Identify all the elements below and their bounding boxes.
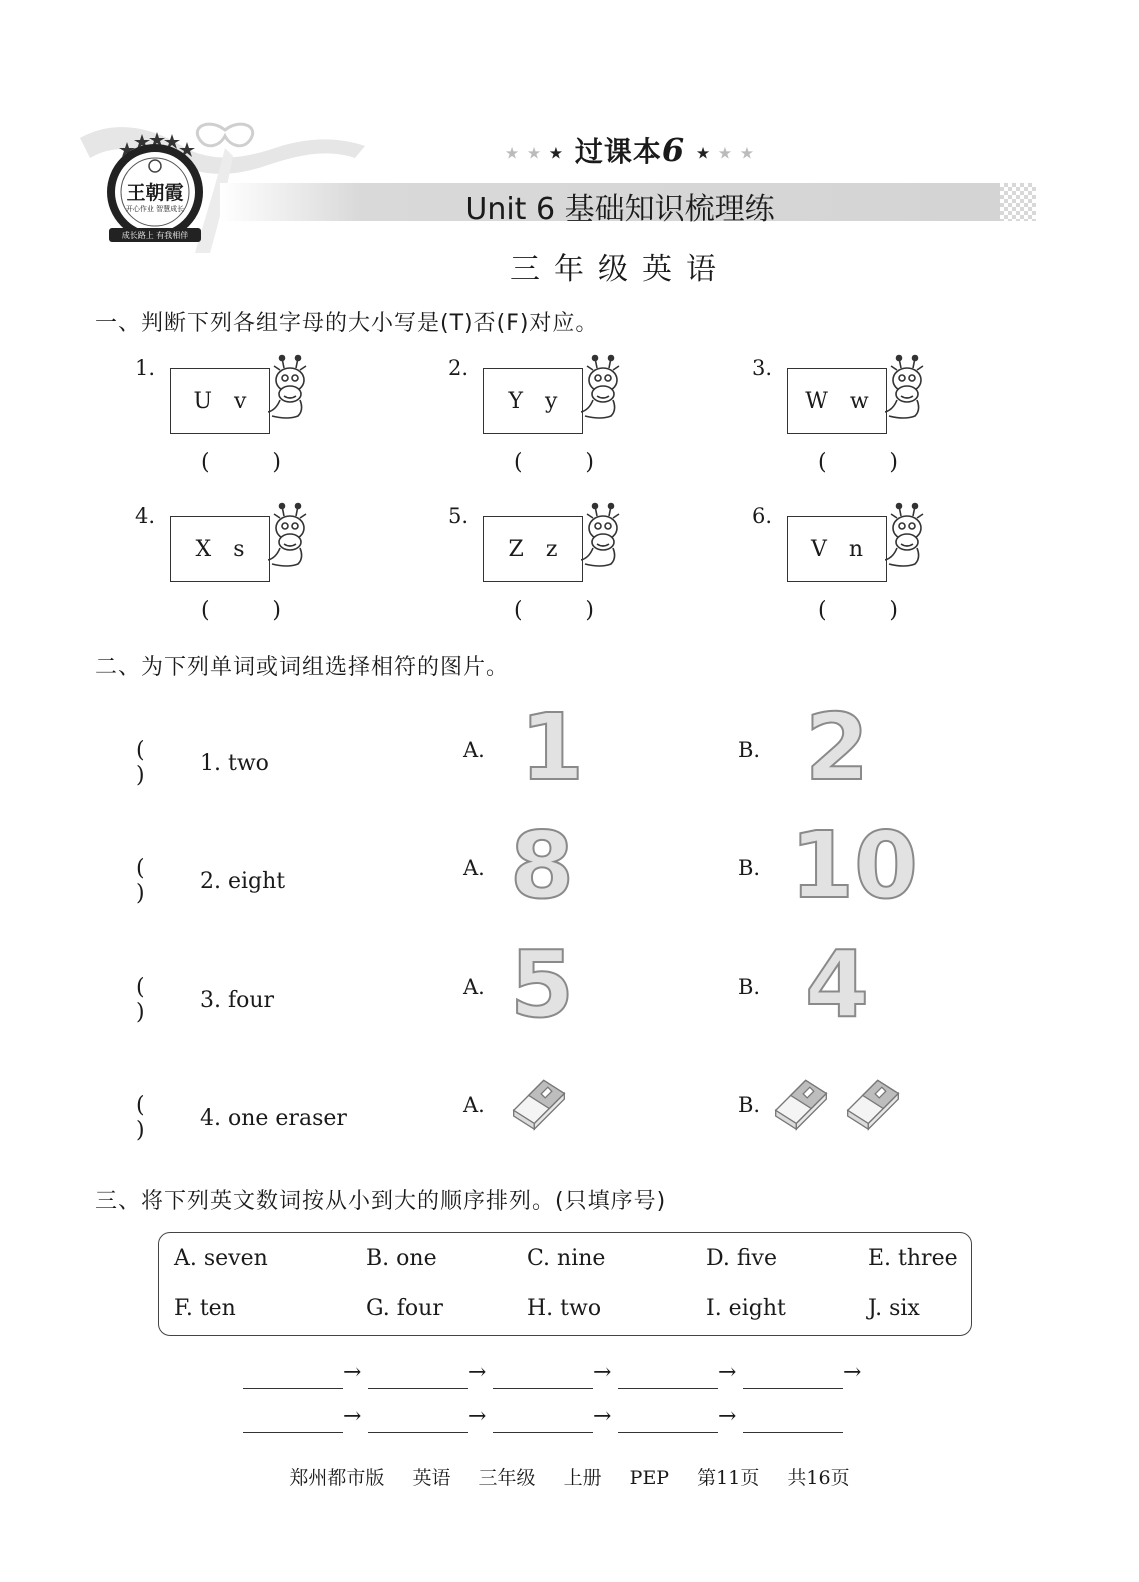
question-number: 2. [448, 356, 469, 380]
word-option: I. eight [706, 1296, 786, 1321]
answer-blank-line[interactable] [743, 1388, 843, 1389]
footer-publisher: PEP [629, 1467, 670, 1489]
answer-parentheses[interactable] [136, 856, 200, 906]
letter-pair-box [483, 516, 583, 582]
series-prefix: 过课本 [574, 135, 662, 168]
option-b-label[interactable]: B. [738, 856, 761, 880]
part3-heading: 三、将下列英文数词按从小到大的顺序排列。(只填序号) [95, 1189, 667, 1214]
letter-pair-box [170, 516, 270, 582]
footer-volume: 上册 [563, 1467, 602, 1489]
paren-close: ) [136, 763, 145, 788]
word-option: D. five [706, 1246, 777, 1271]
answer-parentheses[interactable] [514, 450, 594, 475]
answer-parentheses[interactable] [136, 1093, 200, 1143]
answer-blank-line[interactable] [493, 1432, 593, 1433]
paren-close: ) [585, 598, 594, 623]
paren-close: ) [585, 450, 594, 475]
word-option: J. six [868, 1296, 920, 1321]
option-a-label[interactable]: A. [463, 856, 485, 880]
arrow-icon: → [843, 1360, 862, 1385]
answer-parentheses[interactable] [514, 598, 594, 623]
choice-question [136, 738, 269, 788]
question-text: 2. eight [200, 868, 286, 894]
question-text: 1. two [200, 750, 269, 776]
uppercase-letter: W [805, 388, 828, 414]
paren-open: ( [818, 598, 827, 623]
option-a-label[interactable]: A. [463, 1093, 485, 1117]
sub-title: 三年级英语 [510, 252, 730, 287]
paren-open: ( [136, 1093, 145, 1118]
option-b-label[interactable]: B. [738, 1093, 761, 1117]
giraffe-icon [885, 354, 929, 426]
answer-blank-line[interactable] [243, 1388, 343, 1389]
uppercase-letter: U [193, 388, 213, 414]
arrow-icon: → [593, 1360, 612, 1385]
paren-open: ( [514, 598, 523, 623]
answer-parentheses[interactable] [818, 450, 898, 475]
word-option: G. four [366, 1296, 443, 1321]
paren-open: ( [818, 450, 827, 475]
arrow-icon: → [343, 1404, 362, 1429]
lowercase-letter: n [848, 536, 864, 562]
question-number: 3. [752, 356, 773, 380]
paren-open: ( [514, 450, 523, 475]
option-b-number-picture[interactable]: 10 [790, 812, 919, 919]
option-a-number-picture[interactable]: 1 [520, 694, 585, 801]
paren-close: ) [272, 450, 281, 475]
word-option: C. nine [527, 1246, 606, 1271]
logo-name: 王朝霞 [126, 182, 184, 204]
answer-blank-line[interactable] [243, 1432, 343, 1433]
giraffe-icon [581, 502, 625, 574]
paren-open: ( [201, 598, 210, 623]
answer-blank-line[interactable] [618, 1388, 718, 1389]
answer-blank-line[interactable] [618, 1432, 718, 1433]
lowercase-letter: y [545, 388, 558, 414]
arrow-icon: → [468, 1360, 487, 1385]
paren-close: ) [889, 598, 898, 623]
answer-blank-line[interactable] [743, 1432, 843, 1433]
arrow-icon: → [718, 1404, 737, 1429]
paren-close: ) [889, 450, 898, 475]
paren-close: ) [136, 1118, 145, 1143]
choice-question [136, 1093, 347, 1143]
option-a-label[interactable]: A. [463, 975, 485, 999]
answer-blank-line[interactable] [368, 1432, 468, 1433]
word-option: F. ten [174, 1296, 236, 1321]
checker-pattern [1000, 183, 1036, 221]
answer-blank-line[interactable] [368, 1388, 468, 1389]
page-footer [0, 1463, 1139, 1490]
series-number: 6 [661, 131, 686, 169]
answer-parentheses[interactable] [201, 450, 281, 475]
uppercase-letter: Z [508, 536, 524, 562]
logo-slogan: 成长路上 有我相伴 [121, 231, 189, 240]
letter-pair-box [787, 368, 887, 434]
footer-grade: 三年级 [478, 1467, 536, 1489]
lowercase-letter: v [234, 388, 247, 414]
giraffe-icon [885, 502, 929, 574]
arrow-icon: → [593, 1404, 612, 1429]
uppercase-letter: V [810, 536, 827, 562]
word-option: H. two [527, 1296, 602, 1321]
word-option: A. seven [174, 1246, 268, 1271]
answer-blank-line[interactable] [493, 1388, 593, 1389]
arrow-icon: → [468, 1404, 487, 1429]
paren-open: ( [136, 856, 145, 881]
lowercase-letter: w [849, 388, 869, 414]
word-option: E. three [868, 1246, 958, 1271]
footer-total: 共16页 [787, 1467, 850, 1489]
part2-heading: 二、为下列单词或词组选择相符的图片。 [95, 655, 510, 680]
letter-pair-box [170, 368, 270, 434]
letter-pair-box [483, 368, 583, 434]
logo-small-text: 开心作业 智慧成长 [125, 205, 185, 213]
option-a-number-picture[interactable]: 8 [510, 812, 575, 919]
option-b-label[interactable]: B. [738, 975, 761, 999]
option-b-number-picture[interactable]: 4 [805, 931, 870, 1038]
option-b-number-picture[interactable]: 2 [805, 694, 870, 801]
eraser-icon[interactable] [506, 1071, 572, 1135]
lowercase-letter: z [545, 536, 558, 562]
giraffe-icon [581, 354, 625, 426]
footer-page: 第11页 [697, 1467, 760, 1489]
question-text: 4. one eraser [200, 1105, 347, 1131]
brand-logo [95, 130, 215, 250]
answer-parentheses[interactable] [818, 598, 898, 623]
question-text: 3. four [200, 987, 275, 1013]
choice-question [136, 856, 285, 906]
giraffe-icon [268, 354, 312, 426]
answer-parentheses[interactable] [136, 738, 200, 788]
question-number: 6. [752, 504, 773, 528]
paren-open: ( [136, 738, 145, 763]
option-a-number-picture[interactable]: 5 [510, 931, 575, 1038]
uppercase-letter: Y [508, 388, 524, 414]
option-a-label[interactable]: A. [463, 738, 485, 762]
letter-pair-box [787, 516, 887, 582]
arrow-icon: → [343, 1360, 362, 1385]
series-title: ★ ★ ★ 过课本6 ★ ★ ★ [504, 131, 756, 169]
part1-heading: 一、判断下列各组字母的大小写是(T)否(F)对应。 [95, 311, 599, 336]
paren-close: ) [136, 1000, 145, 1025]
paren-close: ) [272, 598, 281, 623]
footer-subject: 英语 [412, 1467, 451, 1489]
giraffe-icon [268, 502, 312, 574]
footer-edition: 郑州都市版 [289, 1467, 385, 1489]
question-number: 4. [135, 504, 156, 528]
eraser-icon[interactable] [768, 1071, 834, 1135]
question-number: 1. [135, 356, 156, 380]
arrow-icon: → [718, 1360, 737, 1385]
uppercase-letter: X [195, 536, 212, 562]
paren-open: ( [136, 975, 145, 1000]
eraser-icon[interactable] [840, 1071, 906, 1135]
paren-open: ( [201, 450, 210, 475]
lowercase-letter: s [233, 536, 245, 562]
option-b-label[interactable]: B. [738, 738, 761, 762]
answer-parentheses[interactable] [201, 598, 281, 623]
word-option: B. one [366, 1246, 437, 1271]
paren-close: ) [136, 881, 145, 906]
unit-title: Unit 6 基础知识梳理练 [465, 192, 775, 227]
answer-parentheses[interactable] [136, 975, 200, 1025]
question-number: 5. [448, 504, 469, 528]
choice-question [136, 975, 274, 1025]
